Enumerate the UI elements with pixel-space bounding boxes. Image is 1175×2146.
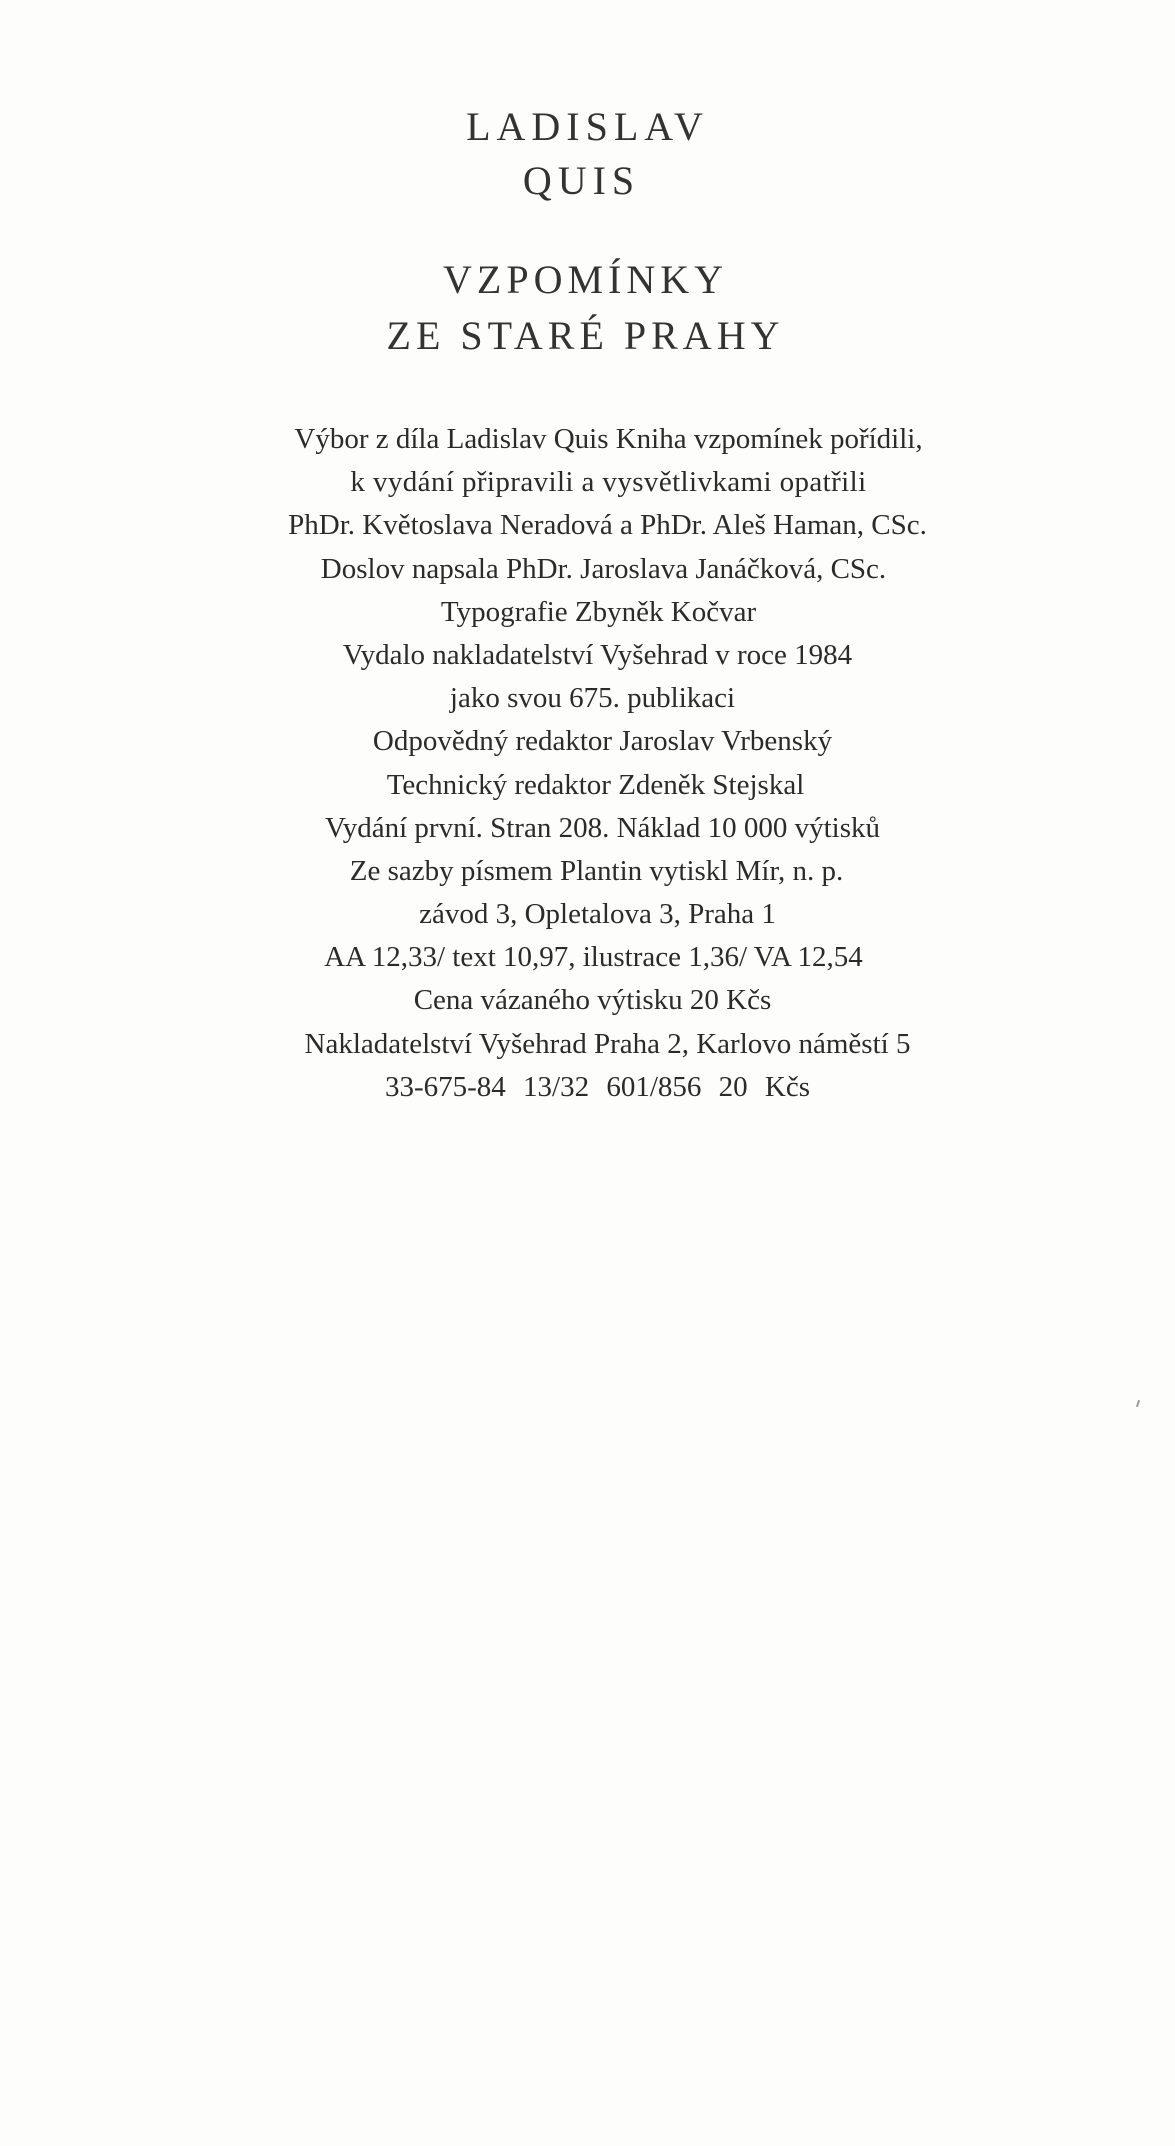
- imprint-line: 33-675-84 13/32 601/856 20 Kčs: [384, 1070, 811, 1103]
- book-title-line-2: ZE STARÉ PRAHY: [386, 313, 785, 358]
- imprint-line: Výbor z díla Ladislav Quis Kniha vzpomínek pořídili,: [294, 423, 923, 455]
- imprint-line: Doslov napsala PhDr. Jaroslava Janáčková, CSc.: [320, 552, 887, 585]
- imprint-line: Cena vázaného výtisku 20 Kčs: [413, 984, 772, 1017]
- imprint-line: Ze sazby písmem Plantin vytiskl Mír, n. p.: [349, 854, 844, 887]
- imprint-line: závod 3, Opletalova 3, Praha 1: [419, 898, 776, 931]
- imprint-line: Typografie Zbyněk Kočvar: [440, 595, 757, 628]
- imprint-line: Odpovědný redaktor Jaroslav Vrbenský: [372, 725, 833, 758]
- imprint-line: PhDr. Květoslava Neradová a PhDr. Aleš Haman, CSc.: [288, 509, 927, 542]
- author-first-name: LADISLAV: [466, 104, 709, 149]
- imprint-line: Technický redaktor Zdeněk Stejskal: [386, 768, 805, 801]
- imprint-line: Vydalo nakladatelství Vyšehrad v roce 1984: [342, 638, 853, 671]
- print-speck: [1136, 1400, 1140, 1407]
- imprint-block: [0, 418, 1175, 1109]
- imprint-line: jako svou 675. publikaci: [449, 682, 736, 715]
- author-last-name: QUIS: [522, 158, 641, 203]
- book-title-line-1: VZPOMÍNKY: [443, 257, 728, 302]
- imprint-line: Nakladatelství Vyšehrad Praha 2, Karlovo náměstí 5: [304, 1027, 911, 1060]
- imprint-line: k vydání připravili a vysvětlivkami opatřili: [350, 466, 867, 499]
- imprint-line: AA 12,33/ text 10,97, ilustrace 1,36/ VA 12,54: [324, 941, 863, 974]
- imprint-line: Vydání první. Stran 208. Náklad 10 000 výtisků: [325, 811, 880, 844]
